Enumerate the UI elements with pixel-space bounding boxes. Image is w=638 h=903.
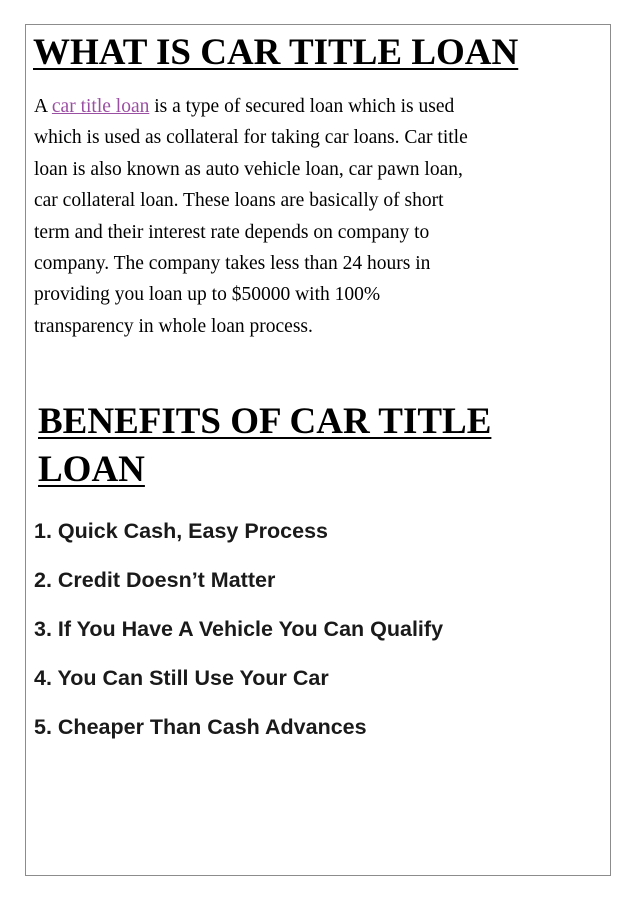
benefit-item: 4. You Can Still Use Your Car xyxy=(34,666,329,690)
benefit-item: 1. Quick Cash, Easy Process xyxy=(34,519,328,543)
benefit-item: 2. Credit Doesn’t Matter xyxy=(34,568,276,592)
benefit-item: 3. If You Have A Vehicle You Can Qualify xyxy=(34,617,444,641)
intro-line xyxy=(34,91,604,122)
benefits-list xyxy=(34,514,443,759)
benefits-heading-line: BENEFITS OF CAR TITLE xyxy=(38,401,492,442)
intro-line: term and their interest rate depends on company to xyxy=(34,221,430,243)
intro-line: providing you loan up to $50000 with 100% xyxy=(34,284,381,306)
intro-lead: A xyxy=(34,96,52,117)
benefits-heading-line: LOAN xyxy=(38,449,145,490)
intro-line: company. The company takes less than 24 hours in xyxy=(34,253,431,275)
intro-line: car collateral loan. These loans are basically of short xyxy=(34,190,444,212)
intro-line: loan is also known as auto vehicle loan, car pawn loan, xyxy=(34,158,463,180)
intro-paragraph xyxy=(34,91,604,342)
intro-line: which is used as collateral for taking car loans. Car title xyxy=(34,127,468,149)
benefit-item: 5. Cheaper Than Cash Advances xyxy=(34,715,367,739)
intro-line: transparency in whole loan process. xyxy=(34,315,313,337)
page-title: WHAT IS CAR TITLE LOAN xyxy=(33,32,519,73)
car-title-loan-link[interactable]: car title loan xyxy=(51,96,150,117)
benefits-heading xyxy=(38,398,491,494)
intro-line-rest: is a type of secured loan which is used xyxy=(149,96,455,117)
